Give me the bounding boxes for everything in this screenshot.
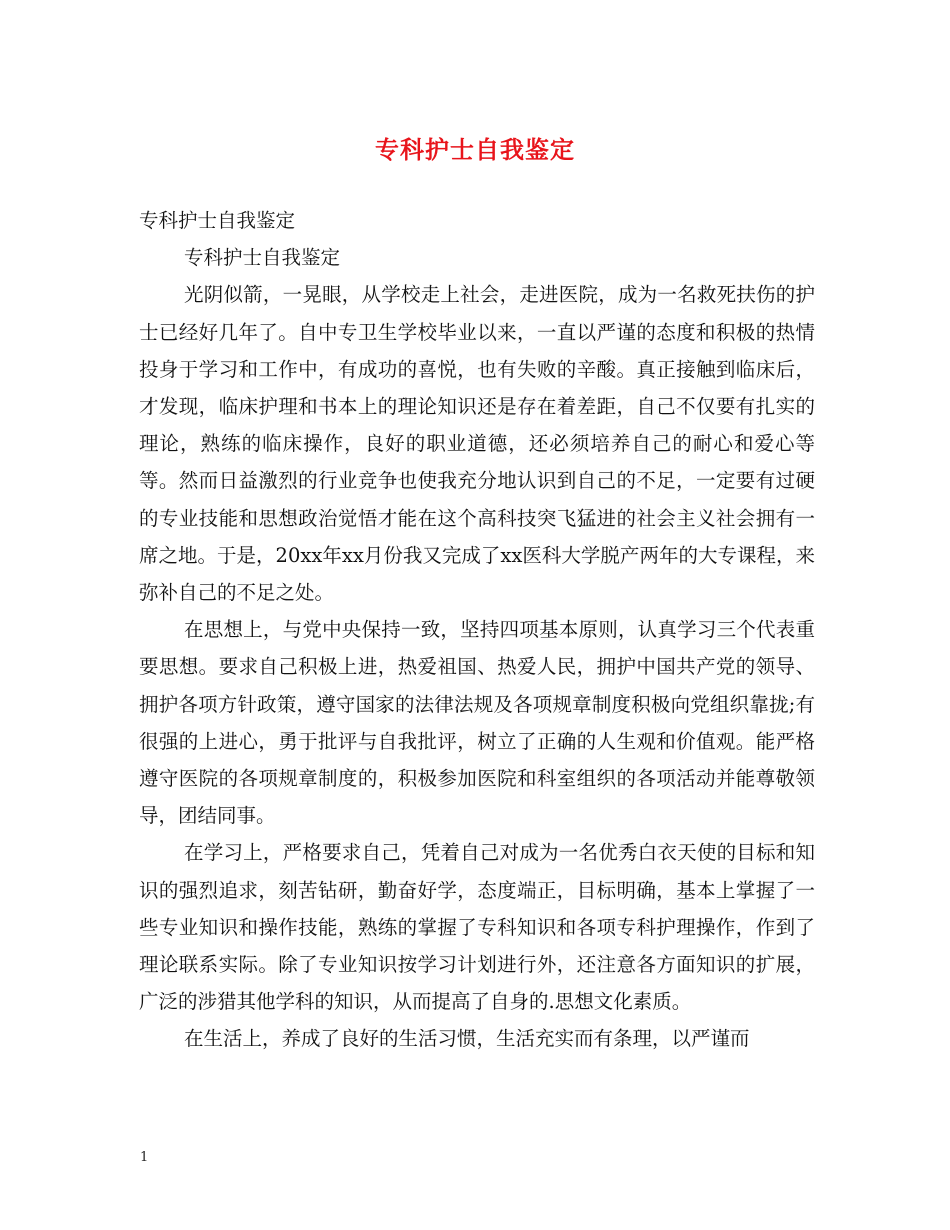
document-title: 专科护士自我鉴定 [375,135,575,164]
paragraph: 在思想上，与党中央保持一致，坚持四项基本原则，认真学习三个代表重要思想。要求自己积极上进，热爱祖国、热爱人民，拥护中国共产党的领导、拥护各项方针政策，遵守国家的法律法规及各项规章制度积极向党组织靠拢;有很强的上进心，勇于批评与自我批评，树立了正确的人生观和价值观。能严格遵守医院的各项规章制度的，积极参加医院和科室组织的各项活动并能尊敬领导，团结同事。 [139,618,815,828]
heading-line: 专科护士自我鉴定 [139,209,296,232]
subheading-line: 专科护士自我鉴定 [184,246,341,270]
paragraph: 在生活上，养成了良好的生活习惯，生活充实而有条理，以严谨而 [184,1027,750,1051]
paragraph: 在学习上，严格要求自己，凭着自己对成为一名优秀白衣天使的目标和知识的强烈追求，刻苦钻研，勤奋好学，态度端正，目标明确，基本上掌握了一些专业知识和操作技能，熟练的掌握了专科知识和各项专科护理操作，作到了理论联系实际。除了专业知识按学习计划进行外，还注意各方面知识的扩展，广泛的涉猎其他学科的知识，从而提高了自身的.思想文化素质。 [139,841,815,1014]
page-number: 1 [140,1150,149,1165]
paragraph: 光阴似箭，一晃眼，从学校走上社会，走进医院，成为一名救死扶伤的护士已经好几年了。自中专卫生学校毕业以来，一直以严谨的态度和积极的热情投身于学习和工作中，有成功的喜悦，也有失败的辛酸。真正接触到临床后，才发现，临床护理和书本上的理论知识还是存在着差距，自己不仅要有扎实的理论，熟练的临床操作，良好的职业道德，还必须培养自己的耐心和爱心等等。然而日益激烈的行业竞争也使我充分地认识到自己的不足，一定要有过硬的专业技能和思想政治觉悟才能在这个高科技突飞猛进的社会主义社会拥有一席之地。于是，20xx年xx月份我又完成了xx医科大学脱产两年的大专课程，来弥补自己的不足之处。 [139,283,815,605]
document-body [139,202,815,1058]
